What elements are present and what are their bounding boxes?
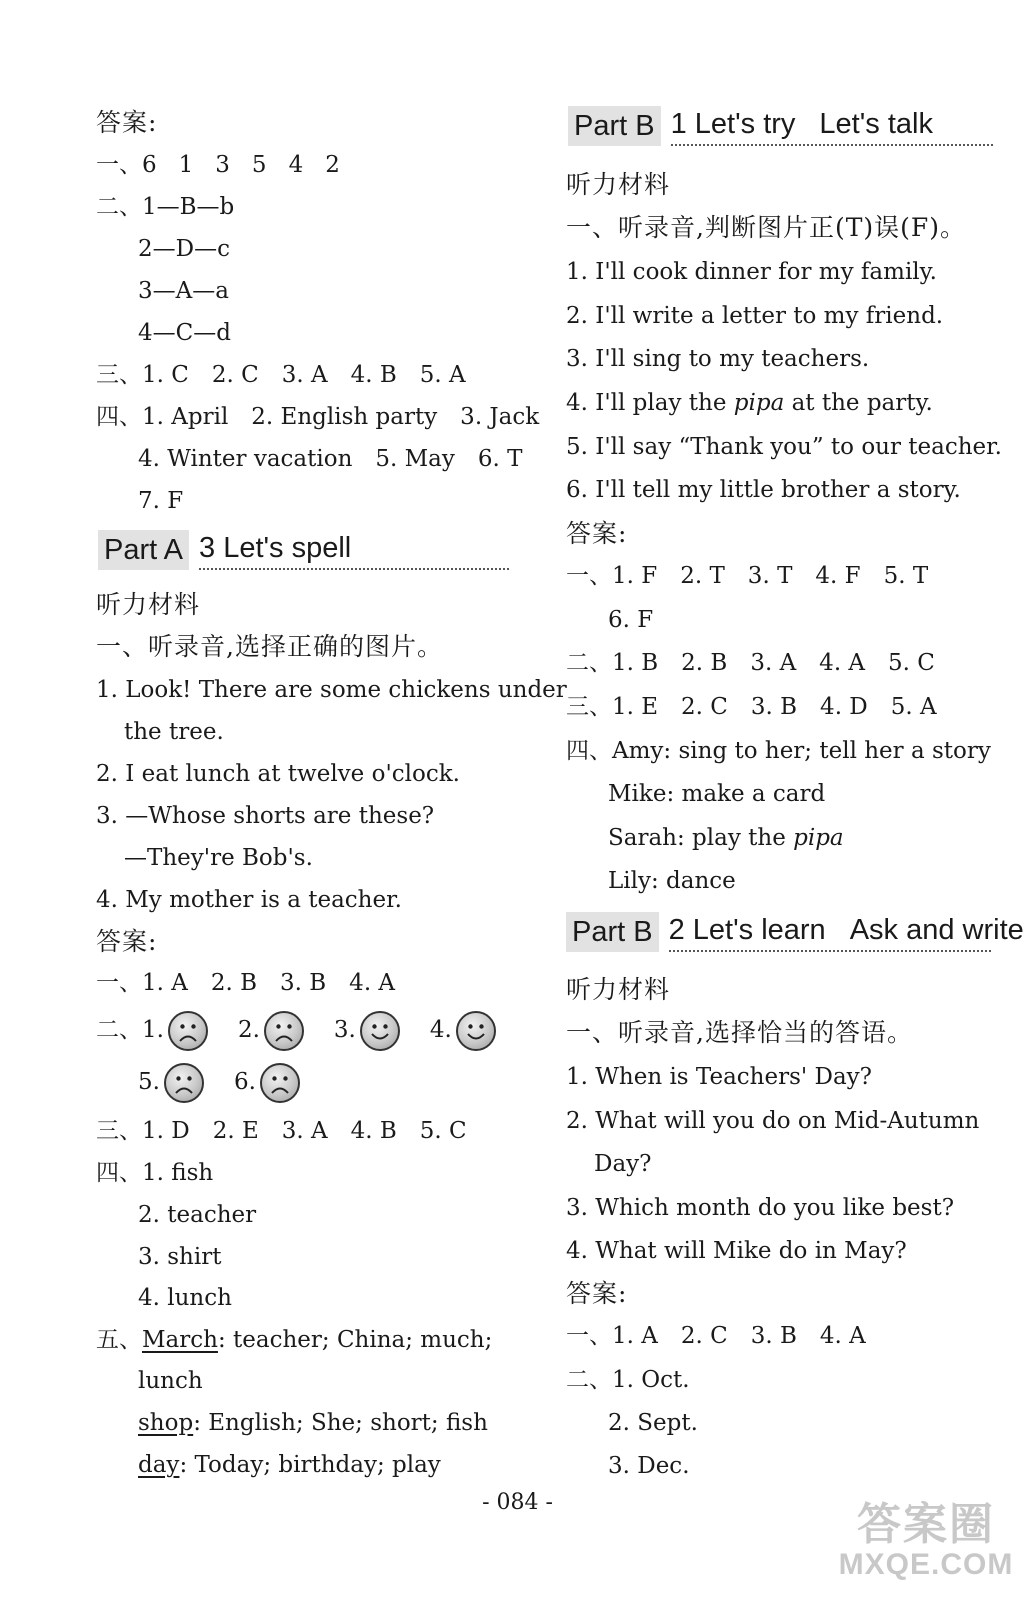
listening-item: 6. I'll tell my little brother a story. — [566, 477, 961, 503]
watermark-logo — [836, 1488, 1016, 1582]
word-list: : Today; birthday; play — [179, 1452, 441, 1478]
instruction: 一、听录音,判断图片正(T)误(F)。 — [566, 213, 966, 242]
answer-a3: 三、1. D 2. E 3. A 4. B 5. C — [96, 1118, 467, 1144]
answer-a2-row — [138, 1062, 300, 1103]
face-label: 3. — [333, 1017, 356, 1043]
q1-prefix: 一、 — [96, 152, 142, 178]
listening-item: 3. —Whose shorts are these? — [96, 803, 435, 829]
part-label: Part B — [566, 912, 659, 952]
face-answer — [334, 1010, 400, 1051]
answer-q2-line: 二、1—B—b — [96, 194, 235, 220]
answer-q2-line: 2—D—c — [138, 236, 230, 262]
listening-item: 1. I'll cook dinner for my family. — [566, 259, 937, 285]
key-word: day — [138, 1452, 180, 1478]
sad-face-icon — [164, 1063, 204, 1103]
listening-heading: 听力材料 — [566, 975, 671, 1004]
listening-item-cont: —They're Bob's. — [124, 845, 313, 871]
answer-q2-line: 3—A—a — [138, 278, 229, 304]
part-a-header — [98, 528, 509, 568]
answer-q2-line: 4—C—d — [138, 320, 231, 346]
face-answer — [138, 1062, 204, 1103]
answer-line: 二、1. B 2. B 3. A 4. A 5. C — [566, 650, 935, 676]
instruction: 一、听录音,选择正确的图片。 — [96, 632, 443, 661]
key-word: March — [142, 1327, 218, 1353]
part-title-text: Let's talk — [819, 108, 933, 140]
answer-a5-line: lunch — [138, 1368, 203, 1394]
answer-a5-line — [138, 1450, 441, 1480]
part-title — [671, 104, 993, 146]
answer-a4-line: 3. shirt — [138, 1244, 222, 1270]
part-title-number: 2 — [668, 914, 685, 946]
happy-face-icon — [456, 1011, 496, 1051]
answer-a4-line: 4. lunch — [138, 1285, 232, 1311]
answer-a4-line: 四、1. fish — [96, 1160, 214, 1186]
listening-heading: 听力材料 — [566, 170, 671, 199]
answer-line: Mike: make a card — [608, 781, 826, 807]
answer-a1: 一、1. A 2. B 3. B 4. A — [96, 970, 396, 996]
listening-item: 4. What will Mike do in May? — [566, 1238, 907, 1264]
answer-a2-row — [96, 1010, 496, 1051]
answer-a5-line — [96, 1325, 492, 1355]
q1-number: 3 — [215, 152, 230, 178]
instruction: 一、听录音,选择恰当的答语。 — [566, 1018, 913, 1047]
part-title-text: Let's spell — [223, 532, 352, 564]
part-label: Part B — [568, 106, 661, 146]
answer-q3: 三、1. C 2. C 3. A 4. B 5. A — [96, 362, 466, 388]
answer-line: 2. Sept. — [608, 1410, 698, 1436]
q1-number: 4 — [288, 152, 304, 178]
part-b1-header — [568, 104, 993, 144]
face-label: 1. — [142, 1017, 164, 1043]
key-word: shop — [138, 1410, 194, 1436]
face-label: 6. — [233, 1069, 256, 1095]
answers-heading: 答案: — [96, 108, 158, 137]
listening-item: 5. I'll say “Thank you” to our teacher. — [566, 434, 1002, 460]
listening-item: 2. What will you do on Mid-Autumn — [566, 1108, 980, 1134]
face-label: 4. — [429, 1017, 452, 1043]
text: 4. I'll play the — [566, 390, 734, 416]
answer-a5-line — [138, 1408, 488, 1438]
answer-line: 3. Dec. — [608, 1453, 690, 1479]
q1-number: 2 — [325, 152, 340, 178]
listening-item: 2. I eat lunch at twelve o'clock. — [96, 761, 460, 787]
answer-line: 一、1. F 2. T 3. T 4. F 5. T — [566, 563, 929, 589]
italic-word: pipa — [793, 825, 844, 851]
listening-item: 3. I'll sing to my teachers. — [566, 346, 870, 372]
listening-item: 1. Look! There are some chickens under — [96, 677, 567, 703]
listening-heading: 听力材料 — [96, 590, 201, 619]
watermark-en: MXQE.COM — [838, 1548, 1014, 1581]
listening-item: 2. I'll write a letter to my friend. — [566, 303, 944, 329]
a2-prefix: 二、 — [96, 1017, 142, 1043]
part-title-text: Let's learn — [692, 914, 826, 946]
face-answer — [142, 1010, 208, 1051]
sad-face-icon — [264, 1011, 304, 1051]
answer-line: Lily: dance — [608, 868, 736, 894]
face-label: 5. — [138, 1069, 160, 1095]
answer-q4-line: 四、1. April 2. English party 3. Jack — [96, 404, 540, 430]
text: at the party. — [784, 390, 933, 416]
part-title — [199, 528, 509, 570]
answer-line: 一、1. A 2. C 3. B 4. A — [566, 1323, 866, 1349]
answers-heading: 答案: — [566, 519, 628, 548]
listening-item: 3. Which month do you like best? — [566, 1195, 955, 1221]
part-title — [668, 910, 1024, 952]
part-title-text: Ask and write — [849, 914, 1024, 946]
part-title-text: Let's try — [694, 108, 796, 140]
answer-q4-line: 4. Winter vacation 5. May 6. T — [138, 446, 523, 472]
a5-prefix: 五、 — [96, 1327, 142, 1353]
q1-number: 6 — [142, 152, 157, 178]
answer-line: 四、Amy: sing to her; tell her a story — [566, 738, 991, 764]
part-title-number: 3 — [199, 532, 216, 564]
italic-word: pipa — [733, 390, 785, 416]
face-label: 2. — [237, 1017, 260, 1043]
face-answer — [234, 1062, 300, 1103]
q1-number: 1 — [178, 152, 194, 178]
answer-a4-line: 2. teacher — [138, 1202, 257, 1228]
face-answer — [238, 1010, 304, 1051]
answer-line — [608, 823, 844, 853]
listening-item: 4. My mother is a teacher. — [96, 887, 402, 913]
happy-face-icon — [360, 1011, 400, 1051]
page-number: - 084 - — [482, 1490, 553, 1515]
answer-line: 二、1. Oct. — [566, 1367, 690, 1393]
listening-item-cont: the tree. — [124, 719, 224, 745]
part-label: Part A — [98, 530, 189, 570]
sad-face-icon — [260, 1063, 300, 1103]
sad-face-icon — [168, 1011, 208, 1051]
part-b2-header — [566, 910, 1024, 950]
answer-q4-line: 7. F — [138, 488, 184, 514]
watermark-cn: 答案圈 — [857, 1500, 995, 1549]
face-answer — [430, 1010, 496, 1051]
word-list: : English; She; short; fish — [193, 1410, 488, 1436]
answers-heading: 答案: — [96, 927, 158, 956]
word-list: : teacher; China; much; — [217, 1327, 493, 1353]
listening-item-cont: Day? — [594, 1151, 652, 1177]
q1-number: 5 — [251, 152, 267, 178]
part-title-number: 1 — [670, 108, 687, 140]
listening-item — [566, 388, 933, 418]
answers-heading: 答案: — [566, 1279, 628, 1308]
listening-item: 1. When is Teachers' Day? — [566, 1064, 873, 1090]
text: Sarah: play the — [608, 825, 794, 851]
answer-q1 — [96, 150, 340, 180]
answer-line: 6. F — [608, 607, 654, 633]
answer-line: 三、1. E 2. C 3. B 4. D 5. A — [566, 694, 937, 720]
